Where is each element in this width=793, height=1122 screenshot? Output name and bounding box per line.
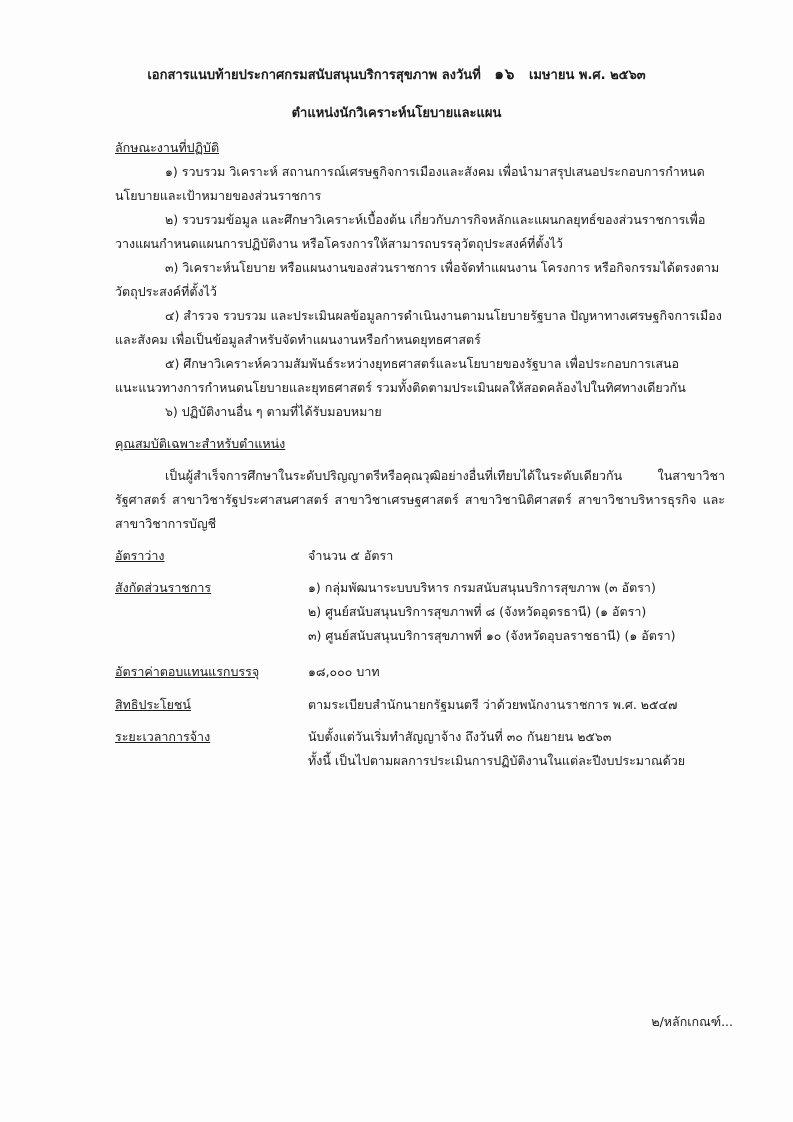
unit-item: ๑) กลุ่มพัฒนาระบบบริหาร กรมสนับสนุนบริการสุขภาพ (๓ อัตรา)	[308, 580, 656, 595]
unit-item: ๓) ศูนย์สนับสนุนบริการสุขภาพที่ ๑๐ (จังหวัดอุบลราชธานี) (๑ อัตรา)	[308, 628, 676, 643]
qualifications-heading: คุณสมบัติเฉพาะสำหรับตำแหน่ง	[115, 436, 286, 451]
units-list	[308, 576, 728, 648]
unit-item: ๒) ศูนย์สนับสนุนบริการสุขภาพที่ ๘ (จังหวัดอุดรธานี) (๑ อัตรา)	[308, 604, 647, 619]
period-label: ระยะเวลาการจ้าง	[115, 729, 211, 744]
period-value	[308, 725, 728, 773]
qualifications-text: เป็นผู้สำเร็จการศึกษาในระดับปริญญาตรีหรือคุณวุฒิอย่างอื่นที่เทียบได้ในระดับเดียวกัน ในสาขาวิชารัฐศาสตร์ สาขาวิชารัฐประศาสนศาสตร์ สาขาวิชาเศรษฐศาสตร์ สาขาวิชานิติศาสตร์ สาขาวิชาบริหารธุรกิจ และสาขาวิชาการบัญชี	[115, 468, 725, 531]
duty-item: ๕) ศึกษาวิเคราะห์ความสัมพันธ์ระหว่างยุทธศาสตร์และนโยบายของรัฐบาล เพื่อประกอบการเสนอแนะแนวทางการกำหนดนโยบายและยุทธศาสตร์ รวมทั้งติดตามประเมินผลให้สอดคล้องไปในทิศทางเดียวกัน	[115, 356, 686, 395]
benefits-label: สิทธิประโยชน์	[115, 697, 191, 712]
title-suffix: เมษายน พ.ศ. ๒๕๖๓	[528, 68, 646, 83]
duty-item: ๒) รวบรวมข้อมูล และศึกษาวิเคราะห์เบื้องต้น เกี่ยวกับภารกิจหลักและแผนกลยุทธ์ของส่วนราชการเพื่อวางแผนกำหนดแผนการปฏิบัติงาน หรือโครงการให้สามารถบรรลุวัตถุประสงค์ที่ตั้งไว้	[115, 212, 706, 251]
duties-section	[115, 136, 725, 424]
position-subtitle: ตำแหน่งนักวิเคราะห์นโยบายและแผน	[291, 106, 502, 121]
units-label: สังกัดส่วนราชการ	[115, 580, 212, 595]
duty-item: ๑) รวบรวม วิเคราะห์ สถานการณ์เศรษฐกิจการเมืองและสังคม เพื่อนำมาสรุปเสนอประกอบการกำหนดนโยบายและเป้าหมายของส่วนราชการ	[115, 164, 705, 203]
period-line-2: ทั้งนี้ เป็นไปตามผลการประเมินการปฏิบัติงานในแต่ละปีงบประมาณด้วย	[308, 753, 686, 768]
salary-label: อัตราค่าตอบแทนแรกบรรจุ	[115, 664, 260, 679]
next-page-note: ๒/หลักเกณฑ์...	[651, 1014, 733, 1029]
duty-item: ๔) สำรวจ รวบรวม และประเมินผลข้อมูลการดำเนินงานตามนโยบายรัฐบาล ปัญหาทางเศรษฐกิจการเมือง และสังคม เพื่อเป็นข้อมูลสำหรับจัดทำแผนงานหรือกำหนดยุทธศาสตร์	[115, 308, 722, 347]
benefits-value: ตามระเบียบสำนักนายกรัฐมนตรี ว่าด้วยพนักงานราชการ พ.ศ. ๒๕๔๗	[308, 697, 678, 712]
vacancies-value: จำนวน ๕ อัตรา	[308, 548, 394, 563]
duty-item: ๖) ปฏิบัติงานอื่น ๆ ตามที่ได้รับมอบหมาย	[165, 404, 382, 419]
period-line-1: นับตั้งแต่วันเริ่มทำสัญญาจ้าง ถึงวันที่ ๓๐ กันยายน ๒๕๖๓	[308, 729, 612, 744]
document-title	[0, 62, 793, 88]
title-prefix: เอกสารแนบท้ายประกาศกรมสนับสนุนบริการสุขภาพ ลงวันที่	[147, 68, 481, 83]
salary-value: ๑๘,๐๐๐ บาท	[308, 664, 380, 679]
title-day: ๑๖	[494, 65, 516, 83]
duty-item: ๓) วิเคราะห์นโยบาย หรือแผนงานของส่วนราชการ เพื่อจัดทำแผนงาน โครงการ หรือกิจกรรมได้ตรงตามวัตถุประสงค์ที่ตั้งไว้	[115, 260, 720, 299]
qualifications-section	[115, 432, 725, 536]
duties-heading: ลักษณะงานที่ปฏิบัติ	[115, 140, 220, 155]
vacancies-label: อัตราว่าง	[115, 548, 165, 563]
